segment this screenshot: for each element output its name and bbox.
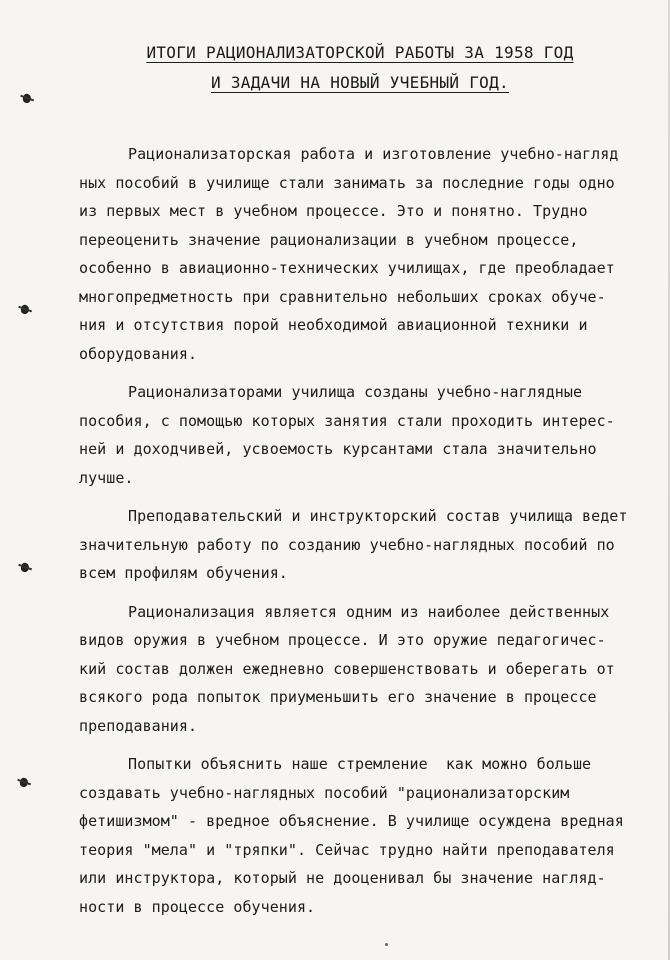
text-line: ных пособий в училище стали занимать за последние годы одно [79, 173, 615, 192]
binder-hole-mark [22, 93, 33, 104]
paragraph-1 [79, 140, 665, 368]
paragraph-4 [79, 598, 665, 741]
text-line: Преподавательский и инструкторский состав училища ведет [128, 507, 628, 525]
text-line: Попытки объяснить наше стремление как можно больше [128, 755, 592, 773]
binder-hole-mark [20, 304, 31, 315]
text-line: Рационализаторами училища созданы учебно-наглядные [128, 383, 583, 401]
text-line: фетишизмом" - вредное объяснение. В училище осуждена вредная [79, 812, 624, 830]
document-title [100, 38, 620, 98]
text-line: многопредметность при сравнительно небольших сроках обуче- [79, 287, 606, 306]
title-line-1: ИТОГИ РАЦИОНАЛИЗАТОРСКОЙ РАБОТЫ ЗА 1958 ГОД [146, 43, 574, 62]
text-line: создавать учебно-наглядных пособий "рационализаторским [79, 783, 570, 802]
text-line: всякого рода попыток приуменьшить его значение в процессе [79, 688, 597, 706]
binder-hole-mark [19, 777, 30, 788]
text-line: значительную работу по созданию учебно-наглядных пособий по [79, 535, 615, 554]
text-line: теория "мела" и "тряпки". Сейчас трудно найти преподавателя [79, 840, 615, 859]
text-line: из первых мест в учебном процессе. Это и понятно. Трудно [79, 202, 588, 220]
text-line: Рационализаторская работа и изготовление учебно-нагляд [128, 145, 619, 163]
paragraph-5 [79, 750, 665, 921]
document-body [79, 140, 665, 931]
text-line: ния и отсутствия порой необходимой авиационной техники и [79, 316, 588, 334]
title-line-2: И ЗАДАЧИ НА НОВЫЙ УЧЕБНЫЙ ГОД. [211, 73, 509, 92]
text-line: или инструктора, который не дооценивал бы значение нагляд- [79, 869, 606, 887]
text-line: лучше. [79, 468, 134, 487]
paragraph-2 [79, 378, 665, 492]
text-line: переоценить значение рационализации в учебном процессе, [79, 230, 579, 249]
text-line: всем профилям обучения. [79, 564, 288, 582]
text-line: пособия, с помощью которых занятия стали проходить интерес- [79, 411, 615, 430]
paragraph-3 [79, 502, 665, 588]
text-line: Рационализация является одним из наиболее действенных [128, 602, 610, 621]
ink-speck [385, 943, 388, 946]
text-line: особенно в авиационно-технических училищах, где преобладает [79, 259, 615, 277]
text-line: ности в процессе обучения. [79, 897, 316, 916]
text-line: преподавания. [79, 716, 198, 735]
text-line: ней и доходчивей, усвоемость курсантами стала значительно [79, 440, 597, 458]
text-line: оборудования. [79, 344, 198, 363]
text-line: видов оружия в учебном процессе. И это оружие педагогичес- [79, 631, 606, 649]
text-line: кий состав должен ежедневно совершенствовать и оберегать от [79, 659, 615, 678]
binder-hole-mark [20, 562, 31, 573]
